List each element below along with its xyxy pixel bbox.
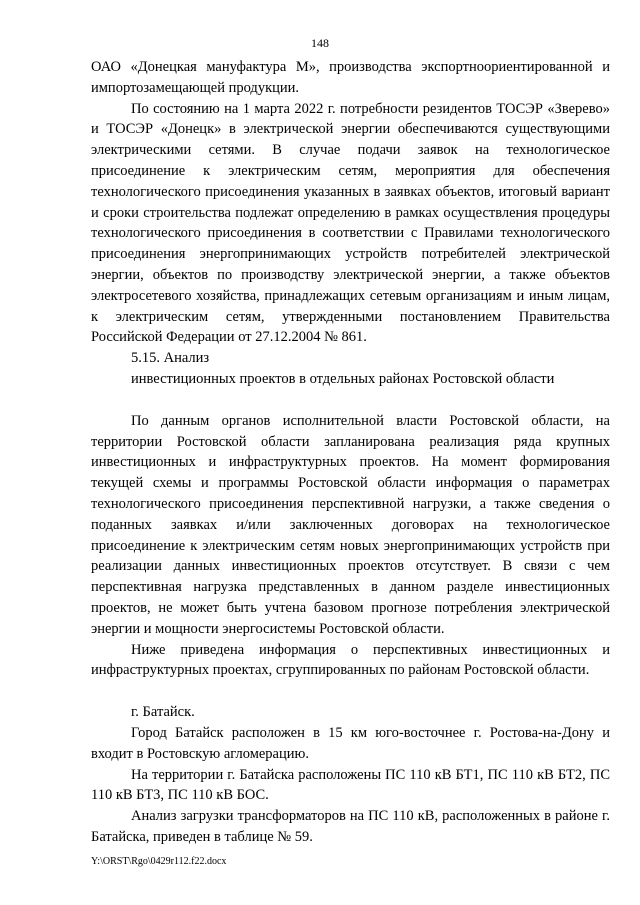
paragraph-city-location: Город Батайск расположен в 15 км юго-восточнее г. Ростова-на-Дону и входит в Ростовскую агломерацию.	[91, 724, 610, 762]
city-heading: г. Батайск.	[131, 704, 195, 721]
paragraph-city-table-ref: Анализ загрузки трансформаторов на ПС 110 кВ, расположенных в районе г. Батайска, приведен в таблице № 59.	[91, 808, 610, 845]
paragraph-projects-intro: Ниже приведена информация о перспективных инвестиционных и инфраструктурных проектах, сгруппированных по районам Ростовской области.	[91, 641, 610, 679]
section-number: 5.15. Анализ	[131, 350, 210, 367]
paragraph-investment-projects: По данным органов исполнительной власти Ростовской области, на территории Ростовской области запланирована реализация ряда крупных инвестиционных и инфраструктурных проектов. На момент формирования текущей схемы и программы Ростовской области информация о параметрах технологического присоединения перспективной нагрузки, а также сведения о поданных заявках и/или заключенных договорах на технологическое присоединение к электрическим сетям новых энергопринимающих устройств при реализации данных инвестиционных проектов отсутствует. В связи с чем перспективная нагрузка представленных в данном разделе инвестиционных проектов, не может быть учтена базовом прогнозе потребления электрической энергии и мощности энергосистемы Ростовской области.	[91, 412, 610, 637]
document-body	[91, 57, 610, 848]
paragraph-continuation: ОАО «Донецкая мануфактура М», производства экспортноориентированной и импортозамещающей продукции.	[91, 59, 610, 96]
footer-file-path: Y:\ORST\Rgo\0429r112.f22.docx	[91, 856, 227, 867]
section-title: инвестиционных проектов в отдельных районах Ростовской области	[131, 370, 555, 387]
paragraph-city-substations: На территории г. Батайска расположены ПС 110 кВ БТ1, ПС 110 кВ БТ2, ПС 110 кВ БТ3, ПС 110 кВ БОС.	[91, 766, 610, 804]
page-number: 148	[311, 36, 329, 50]
paragraph-tosezr-status: По состоянию на 1 марта 2022 г. потребности резидентов ТОСЭР «Зверево» и ТОСЭР «Донецк» в электрической энергии обеспечиваются существующими электрическими сетями. В случае подачи заявок на технологическое присоединение к электрическим сетям, мероприятия для обеспечения технологического присоединения указанных в заявках объектов, итоговый вариант и сроки строительства подлежат определению в рамках осуществления процедуры технологического присоединения в соответствии с Правилами технологического присоединения энергопринимающих устройств потребителей электрической энергии, объектов по производству электрической энергии, а также объектов электросетевого хозяйства, принадлежащих сетевым организациям и иным лицам, к электрическим сетям, утвержденными постановлением Правительства Российской Федерации от 27.12.2004 № 861.	[91, 100, 610, 346]
